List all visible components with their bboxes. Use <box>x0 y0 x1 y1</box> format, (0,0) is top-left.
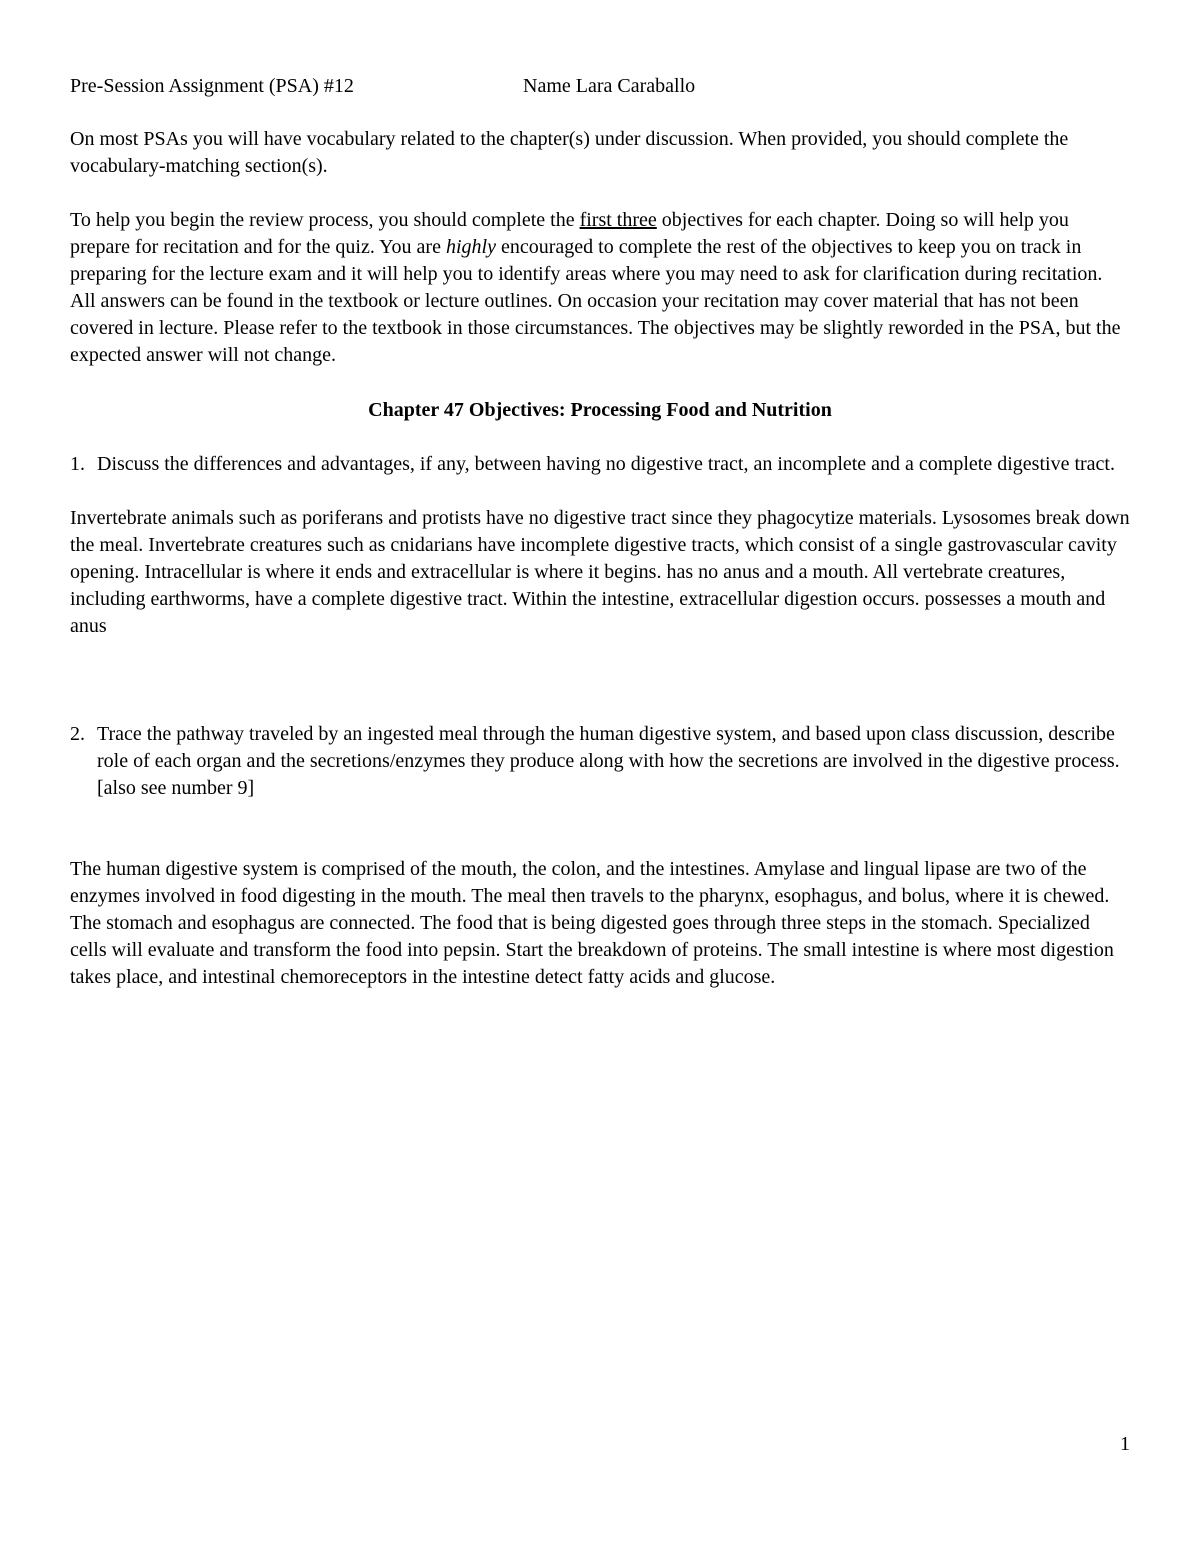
underlined-first-three: first three <box>579 209 657 231</box>
intro-text-part: To help you begin the review process, you should complete the <box>70 209 580 231</box>
document-page <box>70 73 1130 991</box>
objective-question-2 <box>70 721 1130 802</box>
intro-text-part: encouraged to complete the rest of the objectives to keep you on track in preparing for the lecture exam and it will help you to identify areas where you may need to ask for clarification during recitation. All answers can be found in the textbook or lecture outlines. On occasion your recitation may cover material that has not been covered in lecture. Please refer to the textbook in those circumstances. The objectives may be slightly reworded in the PSA, but the expected answer will not change. <box>70 236 1121 366</box>
objective-answer-2: The human digestive system is comprised of the mouth, the colon, and the intestines. Amylase and lingual lipase are two of the enzymes involved in food digesting in the mouth. The meal then travels to the pharynx, esophagus, and bolus, where it is chewed. The stomach and esophagus are connected. The food that is being digested goes through three steps in the stomach. Specialized cells will evaluate and transform the food into pepsin. Start the breakdown of proteins. The small intestine is where most digestion takes place, and intestinal chemoreceptors in the intestine detect fatty acids and glucose. <box>70 858 1114 988</box>
italic-highly: highly <box>445 236 496 258</box>
intro-paragraph-objectives <box>70 207 1130 369</box>
intro-paragraph-vocabulary: On most PSAs you will have vocabulary related to the chapter(s) under discussion. When provided, you should complete the vocabulary-matching section(s). <box>70 128 1069 177</box>
objective-question-text: Trace the pathway traveled by an ingested meal through the human digestive system, and based upon class discussion, describe role of each organ and the secretions/enzymes they produce along with how the secretions are involved in the digestive process. [also see number 9] <box>97 723 1120 799</box>
document-header <box>70 73 1130 100</box>
student-name: Name Lara Caraballo <box>523 75 696 97</box>
objective-number: 1. <box>70 453 85 475</box>
objective-question-1 <box>70 451 1130 478</box>
assignment-title: Pre-Session Assignment (PSA) #12 <box>70 75 354 97</box>
objective-number: 2. <box>70 723 85 745</box>
chapter-heading: Chapter 47 Objectives: Processing Food and Nutrition <box>368 399 832 421</box>
page-number: 1 <box>1120 1433 1130 1455</box>
intro-text-part: objectives for each chapter. Doing so will help you prepare for recitation and for the quiz. You are <box>70 209 1069 258</box>
objective-question-text: Discuss the differences and advantages, if any, between having no digestive tract, an incomplete and a complete digestive tract. <box>97 453 1115 475</box>
objective-answer-1: Invertebrate animals such as poriferans and protists have no digestive tract since they phagocytize materials. Lysosomes break down the meal. Invertebrate creatures such as cnidarians have incomplete digestive tracts, which consist of a single gastrovascular cavity opening. Intracellular is where it ends and extracellular is where it begins. has no anus and a mouth. All vertebrate creatures, including earthworms, have a complete digestive tract. Within the intestine, extracellular digestion occurs. possesses a mouth and anus <box>70 507 1130 637</box>
